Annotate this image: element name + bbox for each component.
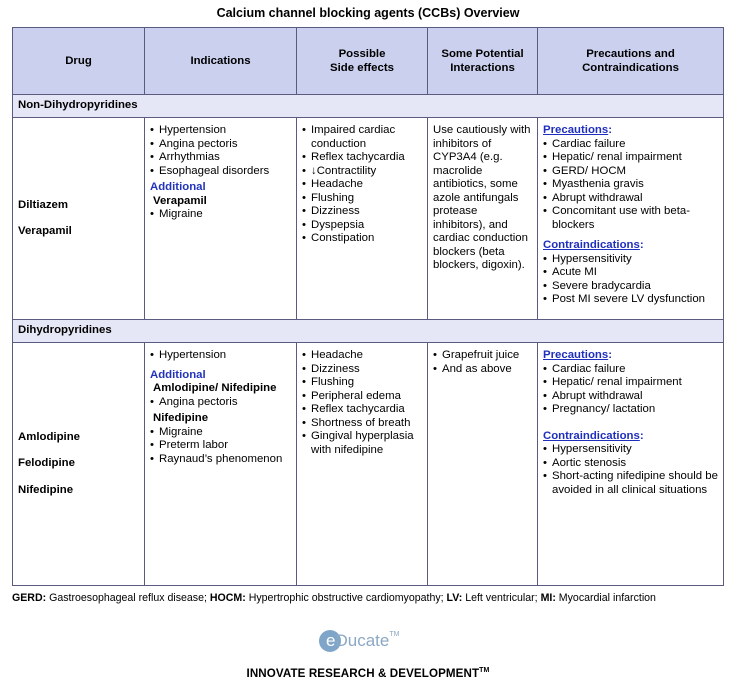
ccb-table [12,27,724,586]
indications-cell [145,118,297,320]
header-precautions [538,28,724,95]
header-interactions-line1: Some Potential [441,48,524,60]
side-effects-cell [297,118,428,320]
list-item: • Acute MI [543,266,719,280]
list-item: • Esophageal disorders [150,165,292,179]
additional-label: Additional [150,368,206,381]
list-item: • Dizziness [302,363,423,377]
list-item: • Aortic stenosis [543,457,719,471]
contraindications-heading: Contraindications: [543,239,644,251]
list-item: • Raynaud’s phenomenon [150,453,292,467]
drug-name: Verapamil [18,225,72,237]
list-item: • Migraine [150,208,292,222]
list-item: • And as above [433,363,533,377]
additional-drug: Amlodipine/ Nifedipine [153,382,277,394]
list-item: • Peripheral edema [302,390,423,404]
header-row [13,28,724,95]
section-row-dhp [13,320,724,343]
list-item: • Gingival hyperplasia with nifedipine [302,430,423,457]
brand-footer [0,667,736,680]
abbr-gerd-def: Gastroesophageal reflux disease; [46,592,210,604]
list-item: • GERD/ HOCM [543,165,719,179]
additional-label: Additional [150,181,206,193]
abbr-hocm: HOCM: [209,592,246,604]
side-effects-cell [297,343,428,586]
logo-rest: Ducate [335,631,390,650]
header-side-effects [297,28,428,95]
precautions-heading: Precautions: [543,124,612,136]
precautions-label: Precautions [543,349,609,361]
list-item: • Preterm labor [150,439,292,453]
list-item: • ↓Contractility [302,165,423,179]
brand-tm: TM [479,667,490,675]
list-item: • Hypersensitivity [543,253,719,267]
list-item: • Grapefruit juice [433,349,533,363]
list-item: • Impaired cardiac conduction [302,124,423,151]
abbr-mi-def: Myocardial infarction [555,592,656,604]
list-item: • Short-acting nifedipine should be avoided in all clinical situations [543,470,719,497]
abbr-hocm-def: Hypertrophic obstructive cardiomyopathy; [245,592,447,604]
content-row-non-dhp [13,118,724,320]
contraindications-heading: Contraindications: [543,429,644,442]
list-item: • Arrhythmias [150,151,292,165]
contraindications-label: Contraindications [543,429,640,442]
content-row-dhp [13,343,724,586]
list-item: • Hepatic/ renal impairment [543,151,719,165]
list-item: • Shortness of breath [302,417,423,431]
header-indications: Indications [145,28,297,95]
list-item: • Hypersensitivity [543,443,719,457]
nifedipine-label: Nifedipine [153,412,209,424]
list-item: • Headache [302,178,423,192]
list-item: • Flushing [302,376,423,390]
list-item: • Hypertension [150,124,292,138]
section-row-non-dhp [13,95,724,118]
list-item: • Flushing [302,192,423,206]
additional-drug: Verapamil [153,194,207,207]
list-item: • Headache [302,349,423,363]
list-item: • Constipation [302,232,423,246]
list-item: • Dizziness [302,205,423,219]
contraindications-label: Contraindications [543,239,640,251]
header-side-effects-line1: Possible [338,48,386,60]
drug-name: Diltiazem [18,198,69,211]
educate-logo [316,628,426,654]
abbr-lv-def: Left ventricular; [462,592,541,604]
header-interactions [428,28,538,95]
drug-name: Nifedipine [18,483,74,496]
list-item: • Hepatic/ renal impairment [543,376,719,390]
page-title: Calcium channel blocking agents (CCBs) Overview [216,6,520,20]
logo-letter: e [326,631,336,650]
list-item: • Hypertension [150,349,292,363]
precautions-heading: Precautions: [543,349,612,361]
precautions-cell [538,118,724,320]
list-item: • Severe bradycardia [543,280,719,294]
header-side-effects-line2: Side effects [330,62,394,74]
list-item: • Cardiac failure [543,138,719,152]
drug-name: Amlodipine [18,430,81,443]
drug-name: Felodipine [18,457,75,470]
precautions-cell [538,343,724,586]
list-item: • Concomitant use with beta-blockers [543,205,719,232]
list-item: • Pregnancy/ lactation [543,403,719,417]
drug-cell [13,118,145,320]
abbr-gerd: GERD: [12,592,47,604]
precautions-label: Precautions [543,124,609,136]
interactions-cell [428,118,538,320]
list-item: • Abrupt withdrawal [543,192,719,206]
list-item: • Post MI severe LV dysfunction [543,293,719,307]
drug-cell [13,343,145,586]
interactions-text: Use cautiously with inhibitors of CYP3A4 (e.g. macrolide antibiotics, some azole antifungals protease inhibitors), and cardiac conduction blockers (beta blockers, digoxin). [433,124,531,271]
list-item: • Myasthenia gravis [543,178,719,192]
header-precautions-line2: Contraindications [582,62,679,74]
list-item: • Abrupt withdrawal [543,390,719,404]
list-item: • Dyspepsia [302,219,423,233]
header-drug: Drug [13,28,145,95]
abbr-lv: LV: [446,592,463,604]
list-item: • Migraine [150,426,292,440]
indications-cell [145,343,297,586]
list-item: • Angina pectoris [150,396,292,410]
section-label: Non-Dihydropyridines [13,95,724,118]
section-label: Dihydropyridines [13,320,724,343]
brand-text: INNOVATE RESEARCH & DEVELOPMENT [246,667,480,680]
logo-tm: TM [389,631,400,638]
list-item: • Reflex tachycardia [302,151,423,165]
header-precautions-line1: Precautions and [586,48,675,60]
interactions-cell [428,343,538,586]
abbr-mi: MI: [540,592,556,604]
abbreviations-footnote [12,592,656,604]
list-item: • Angina pectoris [150,138,292,152]
header-interactions-line2: Interactions [450,62,515,74]
list-item: • Reflex tachycardia [302,403,423,417]
list-item: • Cardiac failure [543,363,719,377]
